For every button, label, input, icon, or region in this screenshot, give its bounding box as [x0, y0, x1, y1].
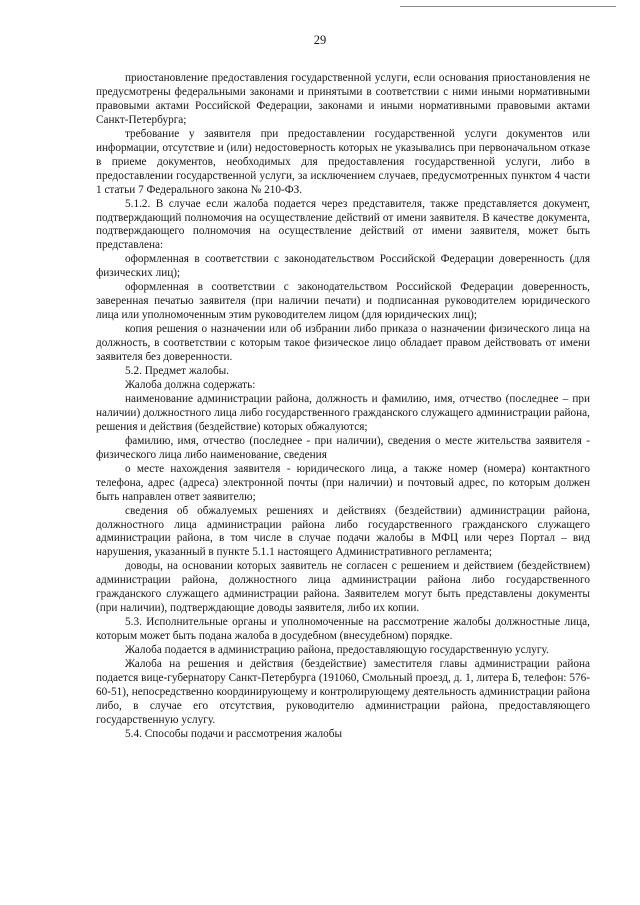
- header-rule: [400, 6, 616, 7]
- paragraph: копия решения о назначении или об избрании либо приказа о назначении физического лица на должность, в соответствии с которым такое физическое лицо обладает правом действовать от имени заявителя без доверенности.: [96, 323, 590, 364]
- paragraph: доводы, на основании которых заявитель не согласен с решением и действием (бездействием) администрации района, должностного лица администрации района либо государственного гражданского служащего администрации района. Заявителем могут быть представлены документы (при наличии), подтверждающие доводы заявителя, либо их копии.: [96, 560, 590, 615]
- paragraph: Жалоба подается в администрацию района, предоставляющую государственную услугу.: [125, 644, 549, 657]
- paragraph: требование у заявителя при предоставлении государственной услуги документов или информации, отсутствие и (или) недостоверность которых не указывались при первоначальном отказе в приеме документов, необходимых для предоставления государственной услуги, либо в предоставлении государственной услуги, за исключением случаев, предусмотренных пунктом 4 части 1 статьи 7 Федерального закона № 210-ФЗ.: [96, 127, 590, 196]
- paragraph: о месте нахождения заявителя - юридического лица, а также номер (номера) контактного телефона, адрес (адреса) электронной почты (при наличии) и почтовый адрес, по которым должен быть направлен ответ заявителю;: [96, 462, 590, 503]
- section-heading: 5.4. Способы подачи и рассмотрения жалобы: [125, 727, 343, 740]
- section-heading: 5.3. Исполнительные органы и уполномоченные на рассмотрение жалобы должностные лица, которым может быть подана жалоба в досудебном (внесудебном) порядке.: [96, 616, 590, 643]
- paragraph: оформленная в соответствии с законодательством Российской Федерации доверенность, заверенная печатью заявителя (при наличии печати) и подписанная руководителем юридического лица или уполномоченным этим руководителем лицом (для юридических лиц);: [96, 281, 590, 322]
- document-body: [96, 72, 590, 742]
- paragraph: сведения об обжалуемых решениях и действиях (бездействии) администрации района, должностного лица администрации района либо государственного гражданского служащего администрации района, в том числе в случае подачи жалобы в МФЦ или через Портал – вид нарушения, указанный в пункте 5.1.1 настоящего Административного регламента;: [96, 504, 590, 559]
- page-number: 29: [313, 33, 327, 47]
- paragraph: наименование администрации района, должность и фамилию, имя, отчество (последнее – при наличии) должностного лица либо государственного гражданского служащего администрации района, решения и действия (бездействие) которых обжалуются;: [96, 392, 590, 433]
- paragraph: оформленная в соответствии с законодательством Российской Федерации доверенность (для физических лиц);: [96, 253, 590, 280]
- paragraph: приостановление предоставления государственной услуги, если основания приостановления не предусмотрены федеральными законами и принятыми в соответствии с ними иными нормативными правовыми актами Российской Федерации, законами и иными нормативными правовыми актами Санкт-Петербурга;: [96, 72, 590, 126]
- paragraph: Жалоба должна содержать:: [125, 378, 256, 391]
- paragraph: Жалоба на решения и действия (бездействие) заместителя главы администрации района подается вице-губернатору Санкт-Петербурга (191060, Смольный проезд, д. 1, литера Б, телефон: 576-60-51), непосредственно координирующему и контролирующему деятельность администрации района либо, в случае его отсутствия, руководителю администрации района, предоставляющего государственную услугу.: [96, 658, 590, 726]
- paragraph: фамилию, имя, отчество (последнее - при наличии), сведения о месте жительства заявителя - физического лица либо наименование, сведения: [96, 434, 590, 461]
- paragraph: 5.1.2. В случае если жалоба подается через представителя, также представляется документ, подтверждающий полномочия на осуществление действий от имени заявителя. В качестве документа, подтверждающего полномочия на осуществление действий от имени заявителя, может быть представлена:: [96, 197, 590, 252]
- section-heading: 5.2. Предмет жалобы.: [125, 365, 230, 378]
